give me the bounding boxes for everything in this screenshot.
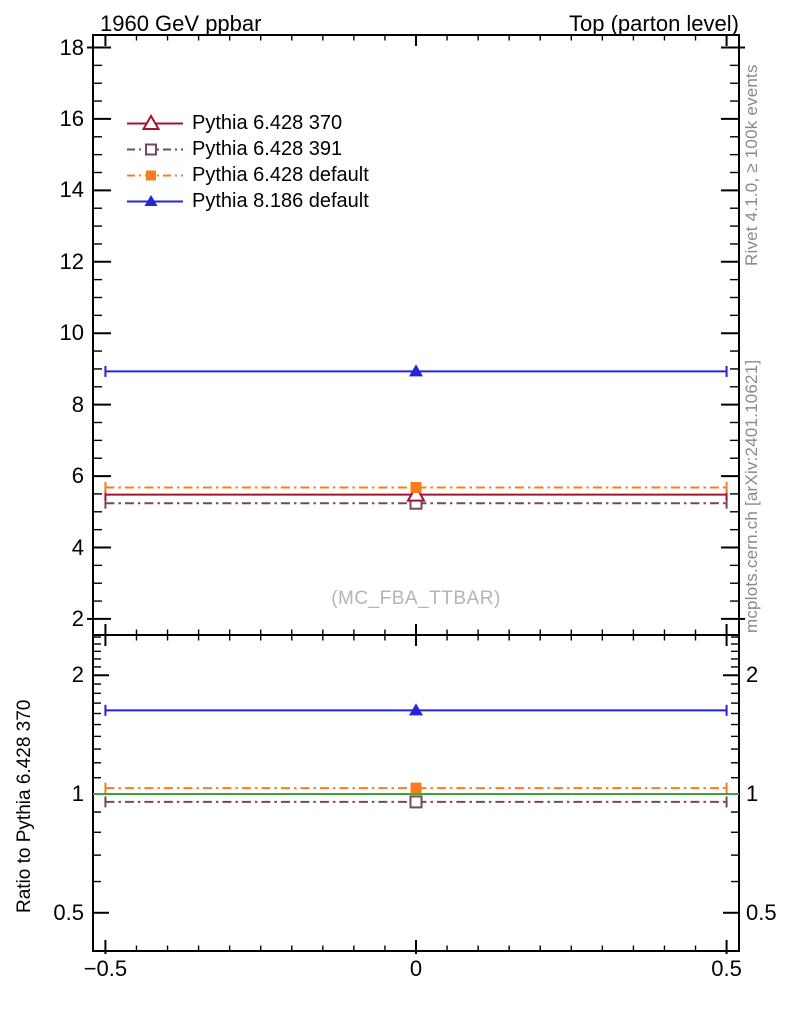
ratio-y-tick-label-right: 0.5 <box>746 899 777 925</box>
legend-sample-line <box>127 166 183 185</box>
main-y-tick-label: 10 <box>59 320 84 346</box>
ratio-y-tick-label-right: 2 <box>746 662 759 688</box>
marker-filled-square <box>411 482 422 493</box>
legend-marker-open-square <box>146 144 156 154</box>
ratio-axis-label: Ratio to Pythia 6.428 370 <box>14 699 35 913</box>
legend-entry <box>127 136 369 162</box>
ratio-y-tick-label-left: 0.5 <box>53 899 84 925</box>
marker-open-square <box>411 796 422 807</box>
ratio-y-tick-label-right: 1 <box>746 781 759 807</box>
marker-filled-square <box>411 783 422 794</box>
legend-sample-line <box>127 114 183 133</box>
rivet-version-note: Rivet 4.1.0, ≥ 100k events <box>742 64 761 266</box>
legend-entry <box>127 110 369 136</box>
legend <box>127 110 369 214</box>
legend-entry-label: Pythia 8.186 default <box>192 189 369 212</box>
ratio-y-tick-label-left: 1 <box>71 781 84 807</box>
main-y-tick-label: 6 <box>71 463 84 489</box>
analysis-watermark: (MC_FBA_TTBAR) <box>331 588 501 609</box>
main-y-tick-label: 8 <box>71 391 84 417</box>
legend-sample-line <box>127 192 183 211</box>
ratio-y-tick-label-left: 2 <box>71 662 84 688</box>
legend-entry <box>127 162 369 188</box>
main-y-tick-label: 18 <box>59 34 84 60</box>
main-y-tick-label: 2 <box>71 605 84 631</box>
legend-entry <box>127 188 369 214</box>
main-y-tick-label: 12 <box>59 248 84 274</box>
main-y-tick-label: 16 <box>59 105 84 131</box>
x-tick-label: −0.5 <box>83 956 128 981</box>
plot-title-right: Top (parton level) <box>569 11 739 36</box>
legend-entry-label: Pythia 6.428 370 <box>192 111 343 134</box>
main-y-tick-label: 14 <box>59 177 84 203</box>
main-y-tick-label: 4 <box>71 534 84 560</box>
plot-title-left: 1960 GeV ppbar <box>100 11 262 36</box>
legend-marker-filled-square <box>146 170 156 180</box>
legend-entry-label: Pythia 6.428 391 <box>192 137 343 160</box>
x-tick-label: 0 <box>409 956 423 981</box>
x-tick-label: 0.5 <box>711 956 742 981</box>
mcplots-arxiv-note: mcplots.cern.ch [arXiv:2401.10621] <box>742 359 761 633</box>
legend-sample-line <box>127 140 183 159</box>
legend-entry-label: Pythia 6.428 default <box>192 163 369 186</box>
